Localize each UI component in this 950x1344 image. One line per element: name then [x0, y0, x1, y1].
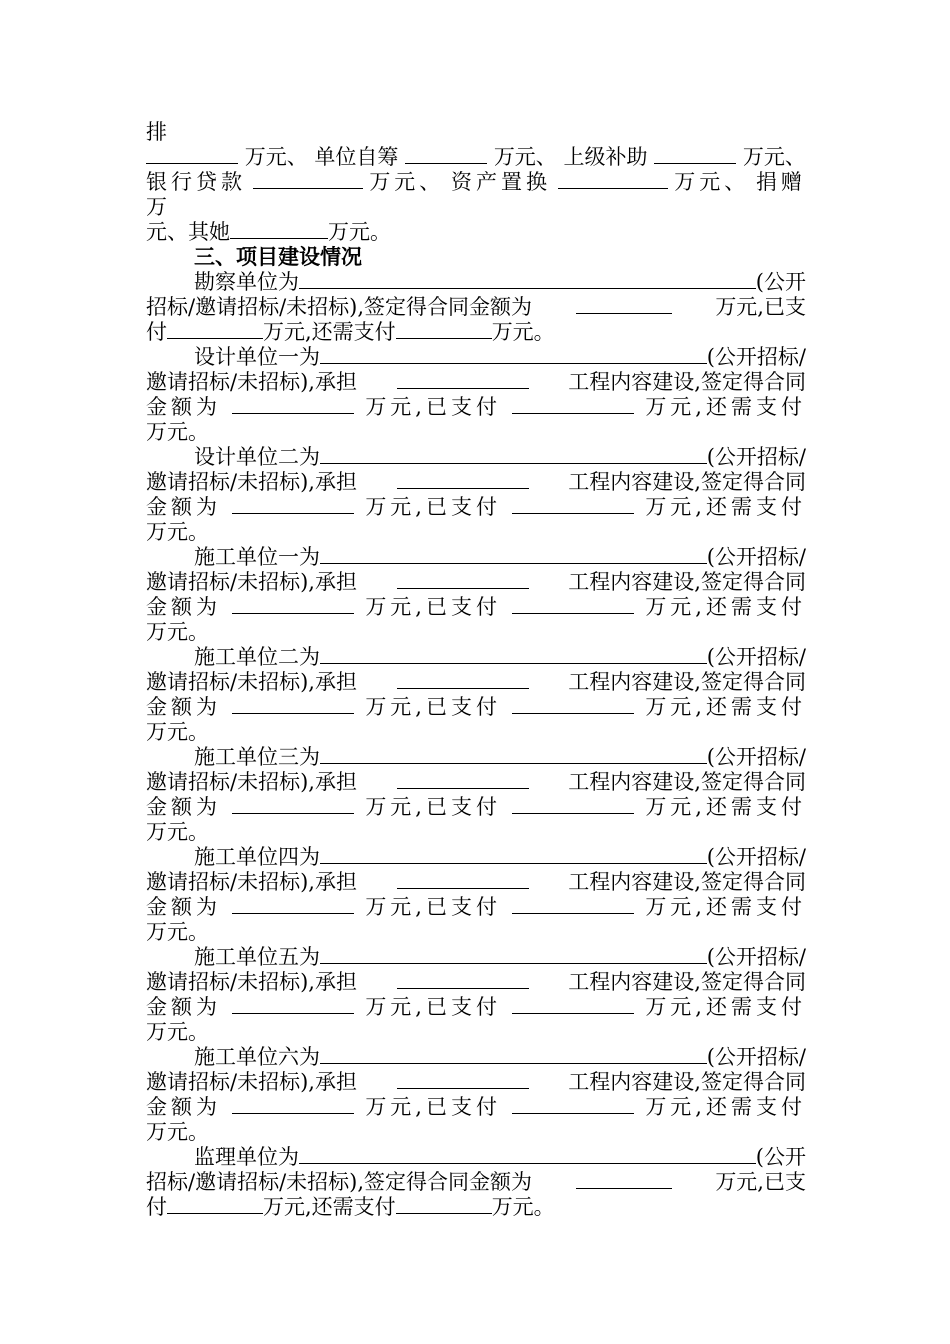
- unit-label: 设计单位一为: [194, 345, 320, 369]
- blank-field[interactable]: [576, 1171, 672, 1189]
- blank-field[interactable]: [397, 571, 529, 589]
- unit-block: [146, 345, 806, 445]
- text: 工程内容建设,签定得合同: [568, 970, 806, 994]
- text: 金额为: [146, 1095, 221, 1119]
- blank-field[interactable]: [512, 1096, 634, 1114]
- text: 万元、: [244, 145, 308, 169]
- text: 工程内容建设,签定得合同: [568, 870, 806, 894]
- blank-field[interactable]: [397, 671, 529, 689]
- text: 招标/邀请招标/未招标),签定得合同金额为: [146, 1170, 533, 1194]
- unit-line-3: [146, 1095, 806, 1120]
- blank-field[interactable]: [512, 396, 634, 414]
- text: 万元,还需支付: [645, 995, 806, 1019]
- unit-line-4: [146, 520, 806, 545]
- text: 万元,已支付: [365, 695, 501, 719]
- text: 万元,已支: [715, 295, 806, 319]
- unit-block: [146, 545, 806, 645]
- blank-field[interactable]: [397, 1071, 529, 1089]
- unit-label: 施工单位三为: [194, 745, 320, 769]
- blank-field[interactable]: [253, 171, 363, 189]
- blank-field[interactable]: [654, 146, 736, 164]
- blank-field[interactable]: [512, 696, 634, 714]
- text: 万元,已支付: [365, 895, 501, 919]
- unit-line-4: [146, 420, 806, 445]
- text: 万元。: [146, 1020, 209, 1044]
- blank-field[interactable]: [512, 996, 634, 1014]
- text: 招标/邀请招标/未招标),签定得合同金额为: [146, 295, 533, 319]
- text: (公开招标/: [706, 745, 806, 769]
- blank-field[interactable]: [512, 896, 634, 914]
- text: 万元,还需支付: [645, 495, 806, 519]
- blank-field[interactable]: [232, 396, 354, 414]
- text: 万元,已支: [715, 1170, 806, 1194]
- text: 金额为: [146, 395, 221, 419]
- text: 工程内容建设,签定得合同: [568, 370, 806, 394]
- unit-block: [146, 645, 806, 745]
- text: 万元。: [146, 1120, 209, 1144]
- unit-line-1: [146, 1045, 806, 1070]
- text: 万元、: [493, 145, 557, 169]
- text: 单位自筹: [314, 145, 399, 169]
- unit-line-3: [146, 895, 806, 920]
- text: 万元,已支付: [365, 995, 501, 1019]
- text: (公开招标/: [706, 945, 806, 969]
- funding-line-3: [146, 170, 806, 195]
- unit-line-4: [146, 820, 806, 845]
- text: 万元,已支付: [365, 1095, 501, 1119]
- text: 万元,还需支付: [645, 695, 806, 719]
- text: 捐赠: [755, 170, 806, 194]
- text: 邀请招标/未招标),承担: [146, 770, 357, 794]
- unit-label: 施工单位六为: [194, 1045, 320, 1069]
- blank-field[interactable]: [320, 946, 707, 964]
- units-list: [146, 345, 806, 1145]
- text: 工程内容建设,签定得合同: [568, 570, 806, 594]
- unit-line-2: [146, 470, 806, 495]
- unit-block: [146, 945, 806, 1045]
- text: 工程内容建设,签定得合同: [568, 1070, 806, 1094]
- unit-line-1: [146, 945, 806, 970]
- unit-line-2: [146, 370, 806, 395]
- text: 万元。: [146, 820, 209, 844]
- text: 万元。: [146, 920, 209, 944]
- unit-line-4: [146, 720, 806, 745]
- funding-line-1: [146, 120, 806, 145]
- unit-line-2: [146, 570, 806, 595]
- unit-line-1: [146, 445, 806, 470]
- text: 万元。: [491, 1195, 555, 1219]
- blank-field[interactable]: [397, 871, 529, 889]
- blank-field[interactable]: [512, 596, 634, 614]
- text: 万元。: [146, 520, 209, 544]
- unit-block: [146, 445, 806, 545]
- text: 金额为: [146, 595, 221, 619]
- unit-line-2: [146, 1070, 806, 1095]
- blank-field[interactable]: [320, 846, 707, 864]
- text: 银行贷款: [146, 170, 246, 194]
- text: 付: [146, 1195, 167, 1219]
- text: 邀请招标/未招标),承担: [146, 370, 357, 394]
- text: 万元,还需支付: [645, 795, 806, 819]
- supervision-line-1: [146, 1145, 806, 1170]
- unit-line-2: [146, 670, 806, 695]
- text: 万元,已支付: [365, 495, 501, 519]
- text: (公开招标/: [706, 845, 806, 869]
- unit-label: 施工单位四为: [194, 845, 320, 869]
- text: 金额为: [146, 995, 221, 1019]
- unit-line-2: [146, 770, 806, 795]
- blank-field[interactable]: [299, 1146, 756, 1164]
- survey-line-3: [146, 320, 806, 345]
- unit-line-3: [146, 495, 806, 520]
- text: 邀请招标/未招标),承担: [146, 570, 357, 594]
- blank-field[interactable]: [512, 796, 634, 814]
- blank-field[interactable]: [299, 271, 756, 289]
- blank-field[interactable]: [397, 771, 529, 789]
- text: 资产置换: [450, 170, 551, 194]
- blank-field[interactable]: [512, 496, 634, 514]
- text: 邀请招标/未招标),承担: [146, 470, 357, 494]
- blank-field[interactable]: [320, 446, 707, 464]
- unit-line-4: [146, 1120, 806, 1145]
- text: 万元、: [674, 170, 750, 194]
- text: (公开招标/: [706, 445, 806, 469]
- blank-field[interactable]: [232, 1096, 354, 1114]
- unit-line-1: [146, 545, 806, 570]
- funding-line-4: [146, 195, 806, 220]
- text: 其她: [188, 220, 230, 244]
- unit-line-3: [146, 595, 806, 620]
- unit-label: 施工单位一为: [194, 545, 320, 569]
- unit-line-3: [146, 395, 806, 420]
- text: 邀请招标/未招标),承担: [146, 870, 357, 894]
- funding-line-5: [146, 220, 806, 245]
- blank-field[interactable]: [396, 321, 492, 339]
- text: 工程内容建设,签定得合同: [568, 670, 806, 694]
- text: (公开招标/: [706, 345, 806, 369]
- blank-field[interactable]: [232, 496, 354, 514]
- blank-field[interactable]: [230, 221, 328, 239]
- text: 邀请招标/未招标),承担: [146, 1070, 357, 1094]
- blank-field[interactable]: [167, 321, 263, 339]
- unit-line-2: [146, 970, 806, 995]
- text: 金额为: [146, 795, 221, 819]
- supervision-line-2: [146, 1170, 806, 1195]
- text: 上级补助: [563, 145, 648, 169]
- blank-field[interactable]: [320, 646, 707, 664]
- blank-field[interactable]: [232, 596, 354, 614]
- text: 万元。: [146, 720, 209, 744]
- text: 万元,还需支付: [645, 895, 806, 919]
- blank-field[interactable]: [558, 171, 668, 189]
- supervision-line-3: [146, 1195, 806, 1220]
- unit-label: 设计单位二为: [194, 445, 320, 469]
- blank-field[interactable]: [146, 146, 238, 164]
- unit-line-3: [146, 795, 806, 820]
- text: 勘察单位为: [194, 270, 299, 294]
- text: 万元。: [328, 220, 391, 244]
- text: 万元。: [146, 420, 209, 444]
- unit-line-4: [146, 1020, 806, 1045]
- text: 万元,还需支付: [263, 1195, 396, 1219]
- text: 万: [146, 195, 167, 219]
- unit-line-1: [146, 745, 806, 770]
- section-heading: 三、项目建设情况: [194, 245, 362, 269]
- funding-line-2: [146, 145, 806, 170]
- unit-line-4: [146, 920, 806, 945]
- text: (公开招标/: [706, 545, 806, 569]
- blank-field[interactable]: [232, 696, 354, 714]
- survey-line-2: [146, 295, 806, 320]
- unit-line-1: [146, 645, 806, 670]
- text: 监理单位为: [194, 1145, 299, 1169]
- blank-field[interactable]: [396, 1196, 492, 1214]
- survey-line-1: [146, 270, 806, 295]
- blank-field[interactable]: [320, 746, 707, 764]
- text: 万元,还需支付: [645, 395, 806, 419]
- text: 万元。: [491, 320, 555, 344]
- text: 工程内容建设,签定得合同: [568, 470, 806, 494]
- blank-field[interactable]: [576, 296, 672, 314]
- blank-field[interactable]: [232, 996, 354, 1014]
- text: (公开招标/: [706, 1045, 806, 1069]
- blank-field[interactable]: [405, 146, 487, 164]
- unit-line-3: [146, 695, 806, 720]
- text: 付: [146, 320, 167, 344]
- text: 万元,已支付: [365, 395, 501, 419]
- blank-field[interactable]: [320, 546, 707, 564]
- unit-line-4: [146, 620, 806, 645]
- text: (公开招标/: [706, 645, 806, 669]
- unit-line-1: [146, 845, 806, 870]
- unit-line-2: [146, 870, 806, 895]
- document-page: [146, 120, 806, 1220]
- text: 金额为: [146, 895, 221, 919]
- unit-line-1: [146, 345, 806, 370]
- unit-block: [146, 845, 806, 945]
- blank-field[interactable]: [397, 471, 529, 489]
- unit-block: [146, 1045, 806, 1145]
- text: 排: [146, 120, 167, 144]
- text: 邀请招标/未招标),承担: [146, 670, 357, 694]
- text: 万元、: [742, 145, 806, 169]
- unit-block: [146, 745, 806, 845]
- text: (公开: [755, 270, 806, 294]
- text: 万元、: [369, 170, 445, 194]
- blank-field[interactable]: [232, 896, 354, 914]
- text: 万元,已支付: [365, 795, 501, 819]
- blank-field[interactable]: [320, 1046, 707, 1064]
- blank-field[interactable]: [397, 371, 529, 389]
- text: 元、: [146, 220, 188, 244]
- blank-field[interactable]: [397, 971, 529, 989]
- text: 万元。: [146, 620, 209, 644]
- text: 金额为: [146, 495, 221, 519]
- text: 邀请招标/未招标),承担: [146, 970, 357, 994]
- blank-field[interactable]: [232, 796, 354, 814]
- text: 工程内容建设,签定得合同: [568, 770, 806, 794]
- blank-field[interactable]: [320, 346, 707, 364]
- unit-label: 施工单位二为: [194, 645, 320, 669]
- text: (公开: [755, 1145, 806, 1169]
- unit-line-3: [146, 995, 806, 1020]
- unit-label: 施工单位五为: [194, 945, 320, 969]
- text: 万元,还需支付: [645, 595, 806, 619]
- text: 万元,已支付: [365, 595, 501, 619]
- text: 万元,还需支付: [263, 320, 396, 344]
- text: 万元,还需支付: [645, 1095, 806, 1119]
- blank-field[interactable]: [167, 1196, 263, 1214]
- text: 金额为: [146, 695, 221, 719]
